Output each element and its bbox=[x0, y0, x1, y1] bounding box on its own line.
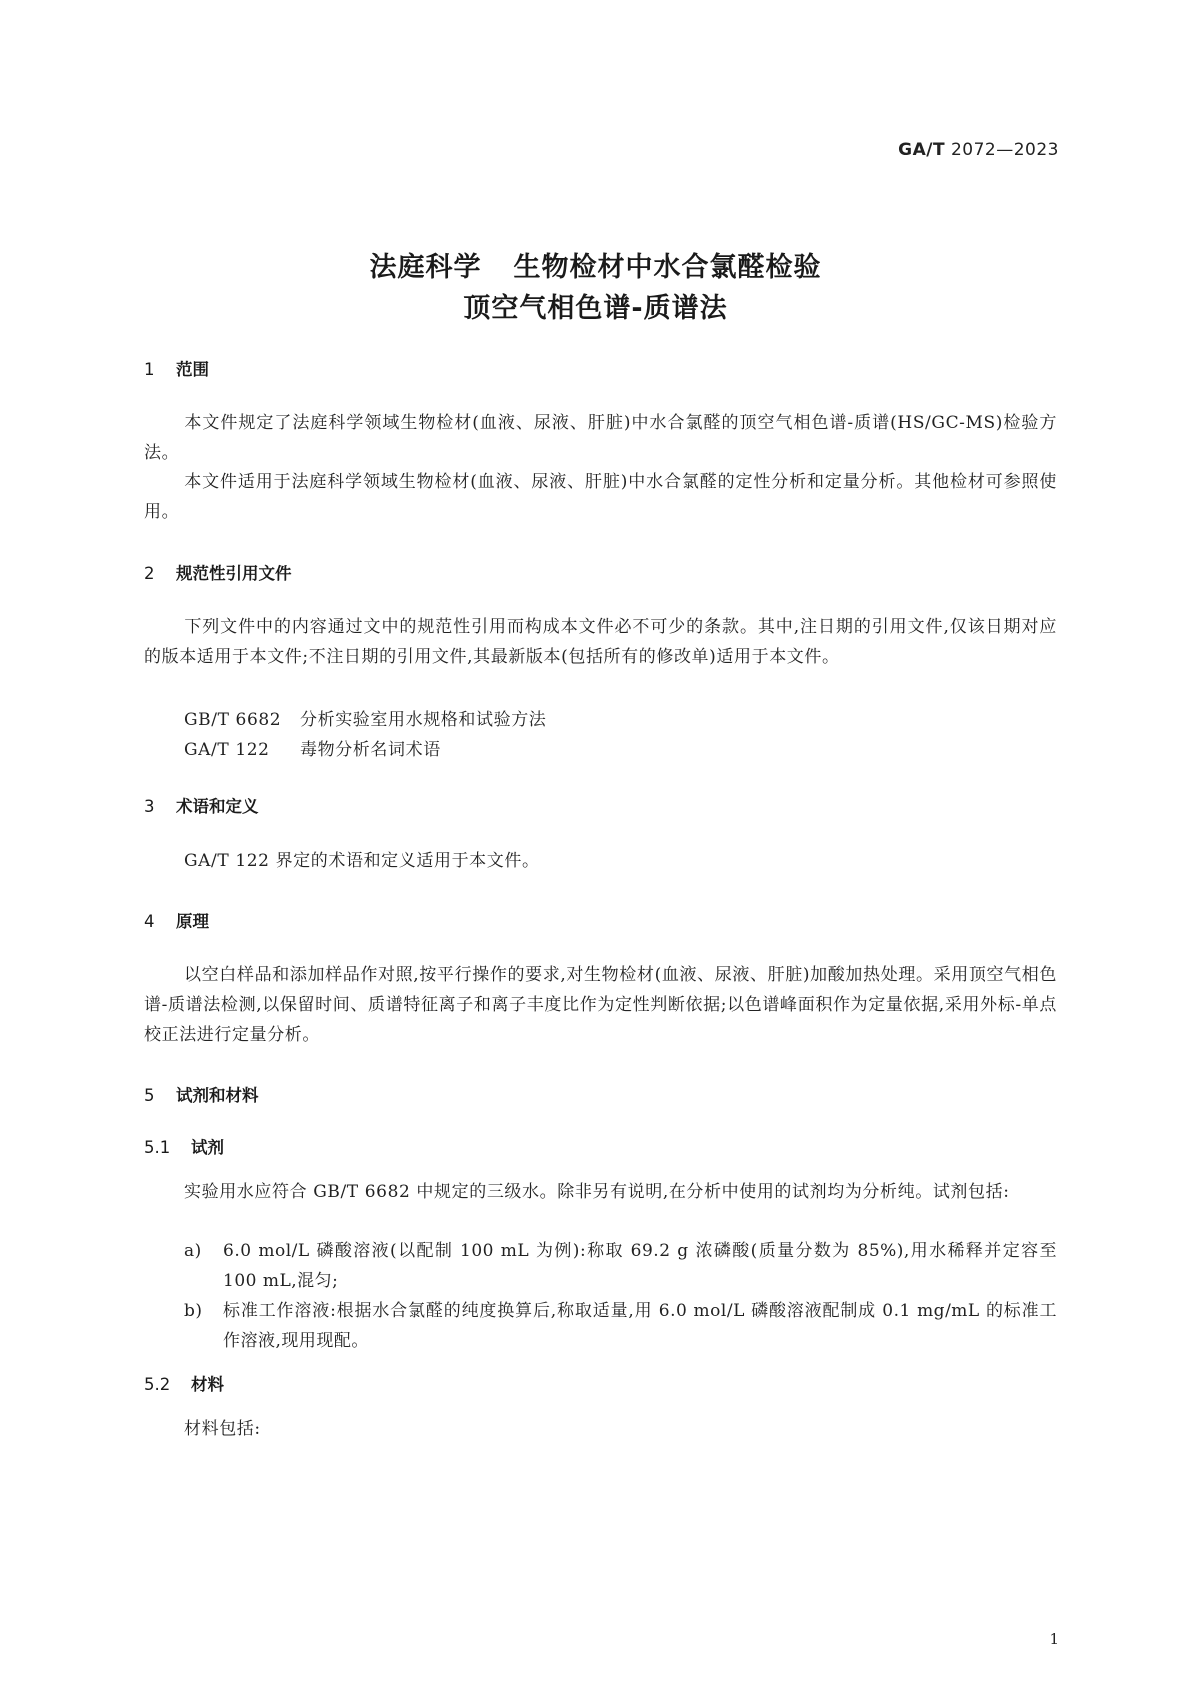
section-number: 5.2 bbox=[144, 1375, 171, 1394]
paragraph-text: 以空白样品和添加样品作对照,按平行操作的要求,对生物检材(血液、尿液、肝脏)加酸加热处理。采用顶空气相色谱-质谱法检测,以保留时间、质谱特征离子和离子丰度比作为定性判断依据;以色谱峰面积作为定量依据,采用外标-单点校正法进行定量分析。 bbox=[144, 965, 1057, 1045]
paragraph-text: 材料包括: bbox=[184, 1419, 261, 1439]
section-5-1-paragraph-1 bbox=[144, 1177, 1057, 1207]
section-heading-4 bbox=[144, 908, 209, 932]
paragraph-text: 本文件规定了法庭科学领域生物检材(血液、尿液、肝脏)中水合氯醛的顶空气相色谱-质谱(HS/GC-MS)检验方法。 bbox=[144, 413, 1057, 463]
section-number: 3 bbox=[144, 797, 155, 816]
paragraph-text: GA/T 122 界定的术语和定义适用于本文件。 bbox=[184, 851, 540, 871]
section-heading-3 bbox=[144, 793, 259, 817]
section-number: 4 bbox=[144, 912, 155, 931]
section-3-paragraph-1 bbox=[144, 846, 1057, 876]
standard-prefix: GA/T bbox=[898, 140, 946, 160]
section-heading-5 bbox=[144, 1082, 259, 1106]
section-heading-1 bbox=[144, 356, 209, 380]
section-number: 1 bbox=[144, 360, 155, 379]
page-number: 1 bbox=[1049, 1630, 1059, 1648]
list-item-b bbox=[184, 1296, 1057, 1356]
standard-number bbox=[898, 140, 1059, 160]
list-marker: b) bbox=[184, 1301, 203, 1321]
title-subject: 生物检材中水合氯醛检验 bbox=[513, 252, 822, 283]
list-item-a bbox=[184, 1236, 1057, 1296]
reference-title: 分析实验室用水规格和试验方法 bbox=[300, 710, 547, 730]
standard-code: 2072—2023 bbox=[950, 140, 1059, 160]
reference-code: GA/T 122 bbox=[184, 740, 270, 760]
section-title: 材料 bbox=[191, 1375, 224, 1394]
section-number: 5.1 bbox=[144, 1138, 171, 1157]
normative-reference-2 bbox=[184, 735, 441, 760]
document-title-line2: 顶空气相色谱-质谱法 bbox=[463, 293, 728, 324]
section-number: 2 bbox=[144, 564, 155, 583]
section-1-paragraph-1 bbox=[144, 408, 1057, 468]
paragraph-text: 实验用水应符合 GB/T 6682 中规定的三级水。除非另有说明,在分析中使用的试剂均为分析纯。试剂包括: bbox=[184, 1182, 1010, 1202]
normative-reference-1 bbox=[184, 705, 546, 730]
section-heading-2 bbox=[144, 560, 292, 584]
subsection-heading-5-1 bbox=[144, 1134, 224, 1158]
section-title: 试剂和材料 bbox=[176, 1086, 259, 1105]
reference-title: 毒物分析名词术语 bbox=[300, 740, 441, 760]
section-number: 5 bbox=[144, 1086, 155, 1105]
document-title-line1 bbox=[0, 245, 1191, 284]
list-marker: a) bbox=[184, 1241, 202, 1261]
section-1-paragraph-2 bbox=[144, 467, 1057, 527]
section-title: 规范性引用文件 bbox=[176, 564, 292, 583]
section-title: 术语和定义 bbox=[176, 797, 259, 816]
reference-code: GB/T 6682 bbox=[184, 710, 282, 730]
section-5-2-paragraph-1 bbox=[144, 1414, 1057, 1444]
list-item-text: 6.0 mol/L 磷酸溶液(以配制 100 mL 为例):称取 69.2 g 浓磷酸(质量分数为 85%),用水稀释并定容至 100 mL,混匀; bbox=[223, 1241, 1057, 1291]
section-title: 原理 bbox=[176, 912, 209, 931]
paragraph-text: 下列文件中的内容通过文中的规范性引用而构成本文件必不可少的条款。其中,注日期的引用文件,仅该日期对应的版本适用于本文件;不注日期的引用文件,其最新版本(包括所有的修改单)适用于本文件。 bbox=[144, 617, 1057, 667]
list-item-text: 标准工作溶液:根据水合氯醛的纯度换算后,称取适量,用 6.0 mol/L 磷酸溶液配制成 0.1 mg/mL 的标准工作溶液,现用现配。 bbox=[223, 1301, 1057, 1351]
title-field: 法庭科学 bbox=[369, 252, 482, 283]
section-4-paragraph-1 bbox=[144, 960, 1057, 1050]
section-title: 范围 bbox=[176, 360, 209, 379]
subsection-heading-5-2 bbox=[144, 1371, 224, 1395]
section-2-paragraph-1 bbox=[144, 612, 1057, 672]
section-title: 试剂 bbox=[191, 1138, 224, 1157]
paragraph-text: 本文件适用于法庭科学领域生物检材(血液、尿液、肝脏)中水合氯醛的定性分析和定量分析。其他检材可参照使用。 bbox=[144, 472, 1057, 522]
